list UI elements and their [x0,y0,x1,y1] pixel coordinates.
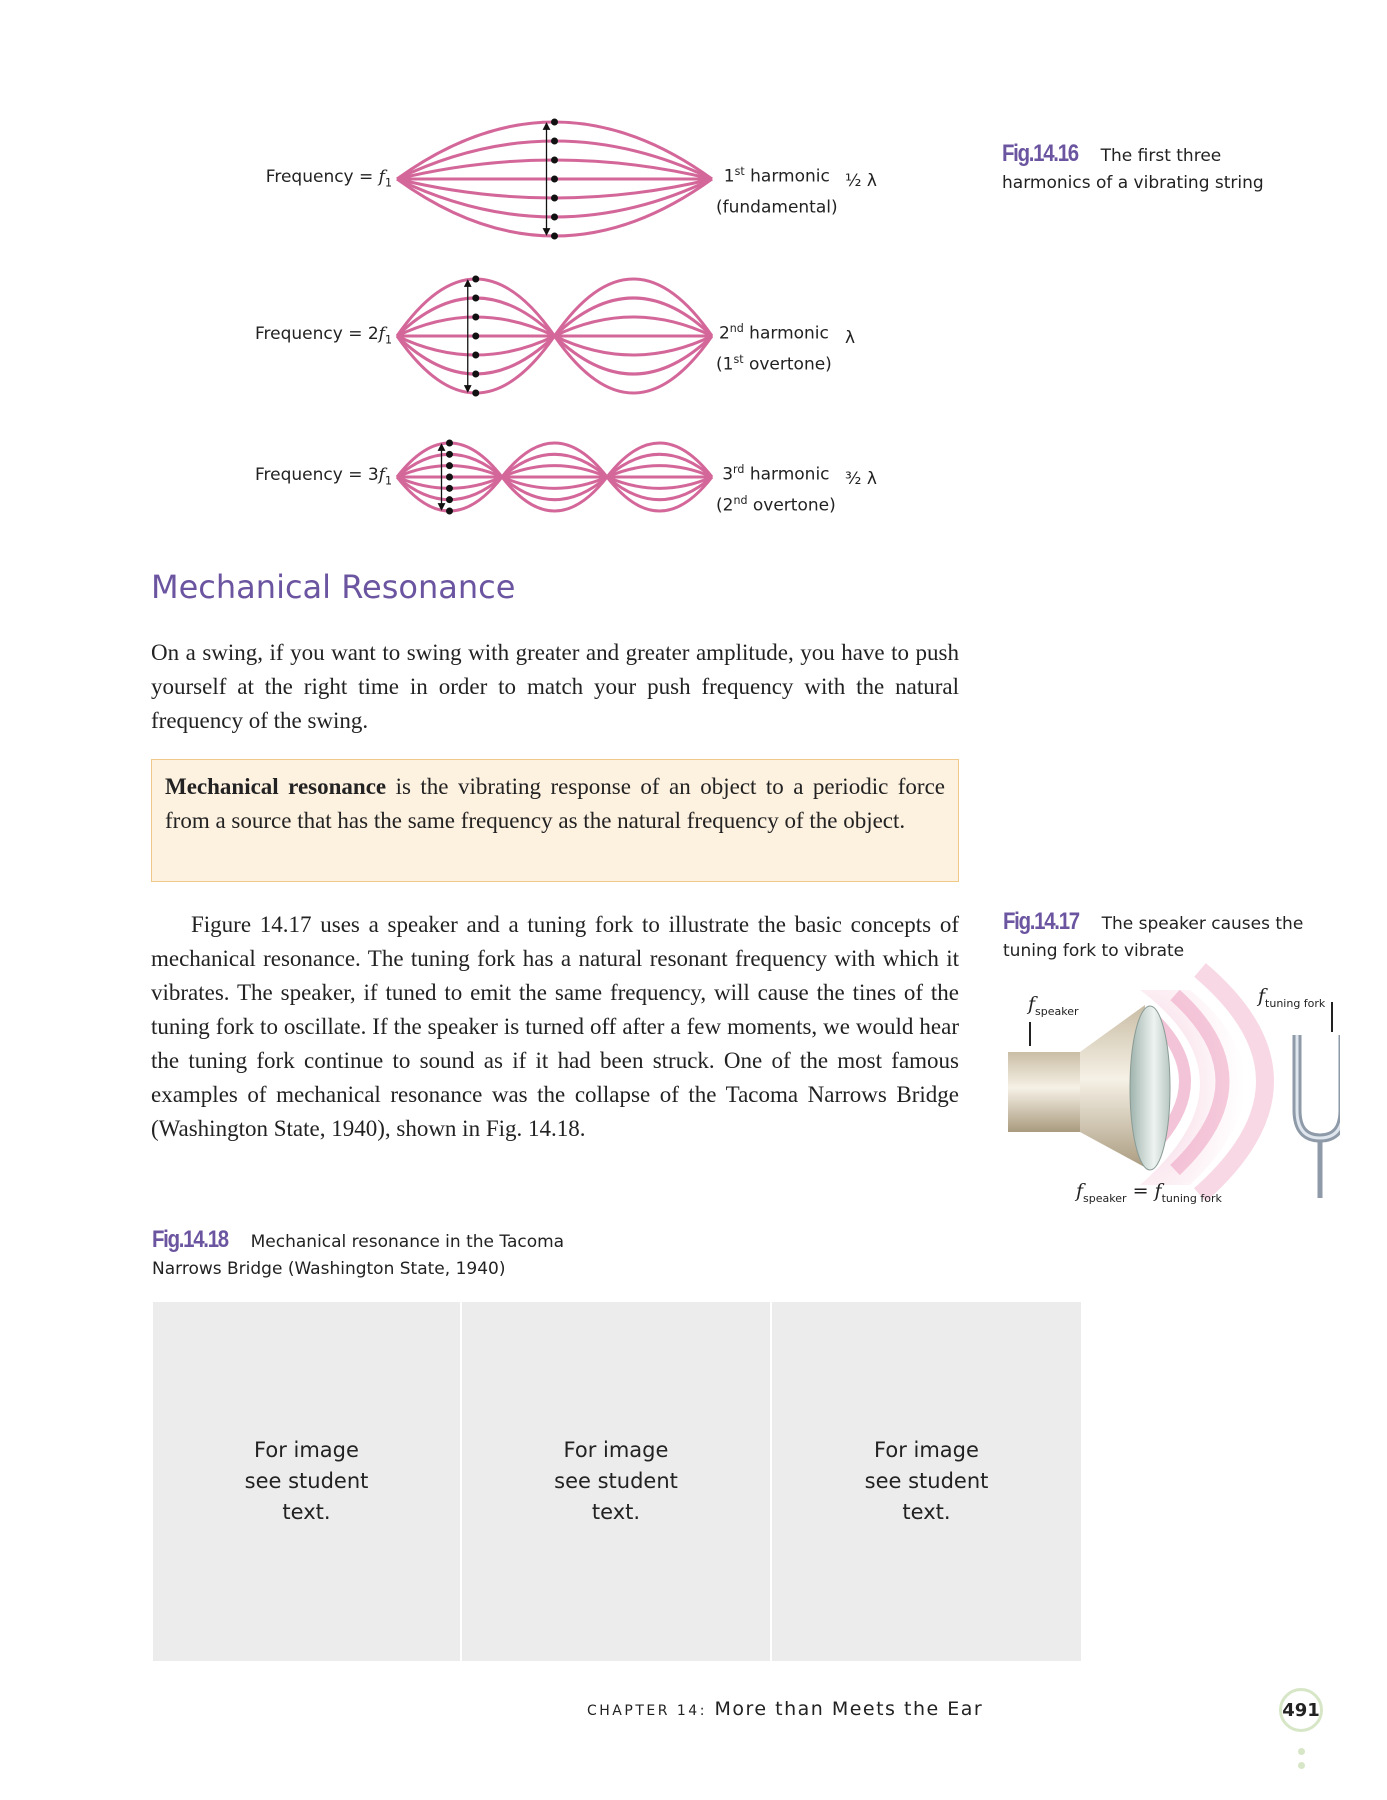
f-symbol: f [1154,1180,1162,1202]
equals-sign: = [1126,1180,1155,1202]
antinode-dot [551,195,558,202]
definition-term: Mechanical resonance [165,774,387,799]
frequency-label: Frequency = $3f_1$ [254,465,392,488]
harmonic-label: 1st harmonic (fundamental) [716,165,838,218]
wavelength-label: ³⁄₂ λ [845,469,877,489]
string-curve [607,477,712,488]
antinode-dot [446,451,453,458]
antinode-dot [551,233,558,240]
string-curve [502,466,607,477]
f-symbol: f [1028,993,1036,1015]
antinode-dot [446,474,453,481]
definition-box [151,759,959,882]
string-curve [555,336,713,355]
frequency-label: Frequency = $f_1$ [265,167,392,190]
decorative-dot [1298,1762,1305,1769]
fork-sub: tuning fork [1265,996,1326,1010]
antinode-dot [446,496,453,503]
fig-14-16-caption [1002,140,1312,197]
decorative-dot [1298,1748,1305,1755]
antinode-dot [551,176,558,183]
image-placeholder-3: For image see student text. [772,1302,1081,1661]
definition-text: is the vibrating response of an object to a periodic force from a source that has the same frequency as the natural frequency of the object. [165,774,945,833]
body-paragraph: Figure 14.17 uses a speaker and a tuning fork to illustrate the basic concepts of mechanical resonance. The tuning fork has a natural resonant frequency with which it vibrates. The speaker, if tuned to emit the same frequency, will cause the tines of the tuning fork to oscillate. If the speaker is turned off after a few moments, we would hear the tuning fork continue to sound as if it had been struck. One of the most famous examples of mechanical resonance was the collapse of the Tacoma Narrows Bridge (Washington State, 1940), shown in Fig. 14.18. [151,912,959,1141]
speaker-sub: speaker [1083,1191,1127,1205]
tuning-fork [1297,1035,1340,1198]
speaker-sub: speaker [1035,1004,1079,1018]
resonance-equation [1076,1180,1222,1205]
chapter-label: CHAPTER 14: [587,1703,707,1719]
image-placeholder-2: For image see student text. [462,1302,770,1661]
antinode-dot [551,119,558,126]
fig-number: Fig.14.16 [1002,140,1078,167]
antinode-dot [446,462,453,469]
antinode-dot [472,352,479,359]
section-heading: Mechanical Resonance [151,568,516,606]
antinode-dot [472,390,479,397]
antinode-dot [446,485,453,492]
speaker-cone [1130,1006,1170,1170]
harmonic-label: 2nd harmonic (1st overtone) [716,322,832,375]
f-speaker-label [1028,993,1079,1018]
image-placeholder-1: For image see student text. [153,1302,460,1661]
caption-text: The speaker causes the tuning fork to vibrate [1003,914,1304,961]
fig-14-17-caption [1003,908,1323,965]
running-footer [587,1698,983,1720]
antinode-dot [472,314,479,321]
fig-number: Fig.14.17 [1003,908,1079,935]
fork-sub: tuning fork [1161,1191,1222,1205]
f-symbol: f [1258,985,1266,1007]
antinode-dot [551,214,558,221]
string-curve [607,466,712,477]
harmonic-label: 3rd harmonic (2nd overtone) [716,463,836,516]
f-tuning-fork-label [1258,985,1325,1010]
page-number: 491 [1279,1688,1323,1732]
intro-paragraph: On a swing, if you want to swing with greater and greater amplitude, you have to push yourself at the right time in order to match your push frequency with the natural frequency of the swing. [151,640,959,733]
antinode-dot [472,333,479,340]
fig-number: Fig.14.18 [152,1226,228,1253]
wavelength-label: ½ λ [845,171,877,191]
antinode-dot [472,276,479,283]
antinode-dot [446,508,453,515]
f-symbol: f [1076,1180,1084,1202]
string-curve [502,477,607,488]
frequency-label: Frequency = $2f_1$ [254,324,392,347]
antinode-dot [446,440,453,447]
caption-text: The first three harmonics of a vibrating string [1002,146,1264,193]
fig-14-18-caption [152,1226,572,1283]
speaker-body [1008,1052,1088,1132]
caption-text: Mechanical resonance in the Tacoma Narrows Bridge (Washington State, 1940) [152,1232,565,1279]
chapter-title: More than Meets the Ear [706,1698,984,1720]
string-curve [555,317,713,336]
wavelength-label: λ [845,328,856,348]
antinode-dot [472,295,479,302]
antinode-dot [551,157,558,164]
antinode-dot [551,138,558,145]
antinode-dot [472,371,479,378]
